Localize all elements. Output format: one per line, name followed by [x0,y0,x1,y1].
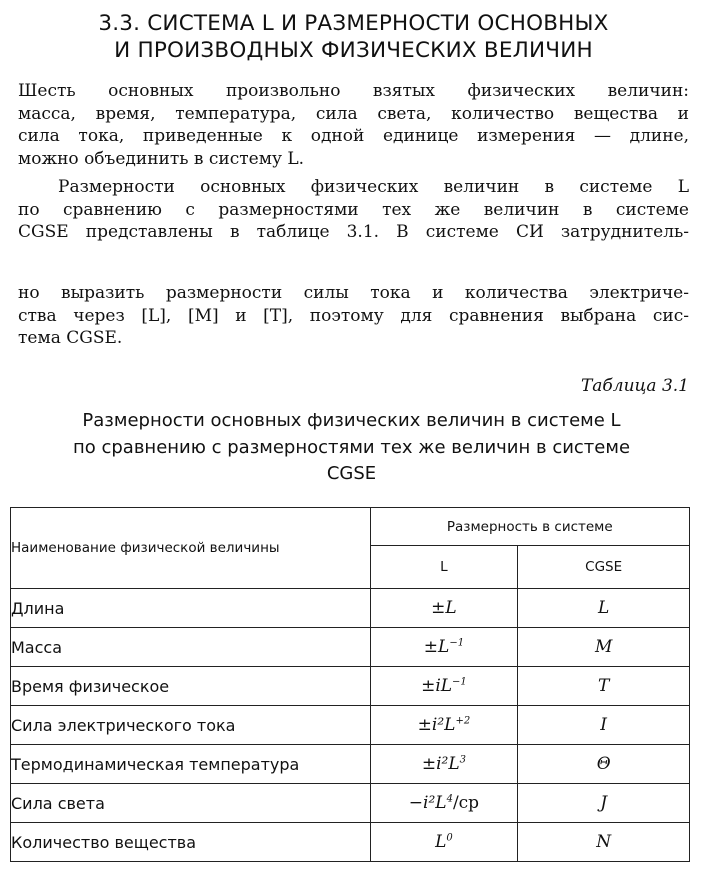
paragraph-line: можно объединить в систему L. [18,148,305,169]
paragraph-3 [18,282,689,350]
table-caption-line-3: CGSE [326,463,377,484]
column-header-name: Наименование физической величины [11,508,371,589]
dimensions-table [10,507,690,862]
dimension-l-base: i²L [436,754,460,774]
column-group-header: Размерность в системе [370,508,689,546]
dimension-l-base: iL [435,676,453,696]
dimension-l-sign: ± [421,676,436,696]
quantity-name-cell: Термодинамическая температура [11,745,371,784]
paragraph-line: Размерности основных физических величин в системе L [58,177,689,197]
column-header-l: L [370,546,518,589]
dimension-l-sign: − [408,793,424,813]
quantity-name-cell: Сила света [11,784,371,823]
quantity-name-cell: Масса [11,628,371,667]
dimension-cgse-cell: N [518,823,690,862]
table-caption [14,408,689,488]
dimension-l-cell [370,628,518,667]
table-body [11,589,690,862]
table-row [11,667,690,706]
table-number-label: Таблица 3.1 [580,376,689,396]
table-row [11,745,690,784]
dimension-l-sign: ± [423,637,439,657]
paragraph-2 [18,176,689,244]
dimension-l-exponent: 3 [459,754,467,766]
dimension-cgse-cell: I [518,706,690,745]
dimension-l-exponent: −1 [452,676,467,688]
heading-line-2: И ПРОИЗВОДНЫХ ФИЗИЧЕСКИХ ВЕЛИЧИН [114,38,593,63]
paragraph-line: но выразить размерности силы тока и количества электриче- [18,283,689,303]
dimension-cgse-cell: J [518,784,690,823]
table-row [11,589,690,628]
heading-line-1: 3.3. СИСТЕМА L И РАЗМЕРНОСТИ ОСНОВНЫХ [98,11,609,36]
dimension-l-unit: /ср [452,793,480,813]
quantity-name-cell: Длина [11,589,371,628]
dimension-l-cell [370,784,518,823]
quantity-name-cell: Количество вещества [11,823,371,862]
dimension-l-cell [370,745,518,784]
table-row [11,784,690,823]
dimension-cgse-cell: M [518,628,690,667]
dimension-l-sign: ± [417,715,432,735]
quantity-name-cell: Время физическое [11,667,371,706]
paragraph-1 [18,80,689,170]
paragraph-line: сила тока, приведенные к одной единице измерения — длине, [18,126,689,146]
dimension-l-exponent: 4 [446,793,453,805]
column-header-cgse: CGSE [518,546,690,589]
dimension-cgse-cell: Θ [518,745,690,784]
dimension-cgse-cell: L [518,589,690,628]
table-row [11,823,690,862]
paragraph-line: по сравнению с размерностями тех же величин в системе [18,199,689,220]
paragraph-line: тема CGSE. [18,328,123,348]
dimension-l-exponent: +2 [455,715,471,727]
dimension-cgse-cell: T [518,667,690,706]
dimension-l-cell [370,706,518,745]
paragraph-line: ства через [L], [M] и [T], поэтому для сравнения выбрана сис- [18,305,689,326]
paragraph-line: CGSE представлены в таблице 3.1. В системе СИ затруднитель- [18,222,689,242]
quantity-name-cell: Сила электрического тока [11,706,371,745]
dimension-l-base: i²L [423,793,447,813]
dimension-l-base: L [438,637,450,657]
table-caption-line-2: по сравнению с размерностями тех же величин в системе [72,436,631,458]
dimension-l-cell [370,589,518,628]
dimension-l-sign: ± [421,754,437,774]
table-row [11,706,690,745]
dimension-l-exponent: 0 [446,832,453,844]
dimension-l-sign: ± [431,598,446,618]
section-heading [14,10,693,64]
paragraph-line: Шесть основных произвольно взятых физических величин: [18,81,689,101]
dimension-l-base: i²L [431,715,456,735]
dimension-l-base: L [435,832,447,852]
dimension-l-exponent: −1 [449,637,465,649]
dimension-l-cell [370,667,518,706]
dimension-l-base: L [445,598,457,618]
paragraph-line: масса, время, температура, сила света, количество вещества и [18,103,689,124]
table-row [11,628,690,667]
dimension-l-cell [370,823,518,862]
table-caption-line-1: Размерности основных физических величин в системе L [82,410,621,431]
